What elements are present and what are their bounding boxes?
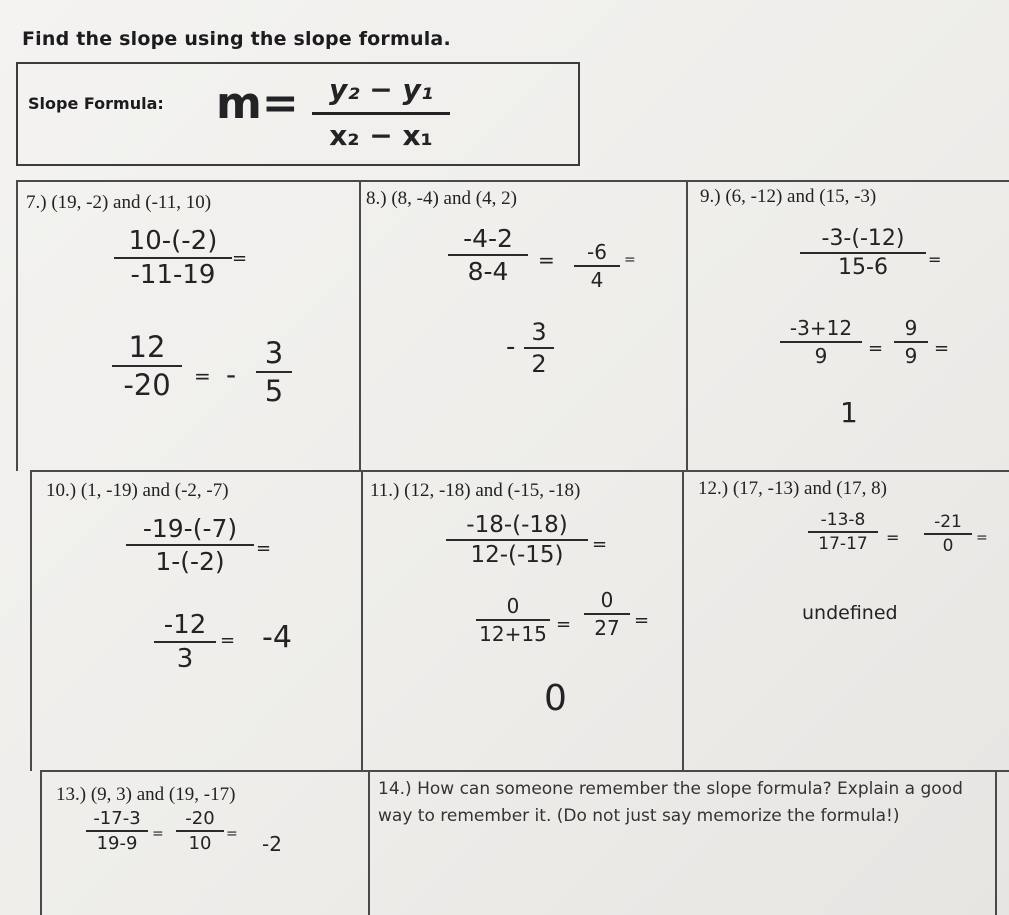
grid-col-divider-1b [361,470,363,771]
problem-9-step3-numerator: 9 [904,316,918,340]
problem-10-step2-equals: = [220,630,236,651]
problem-7-step3-numerator: 3 [264,336,284,370]
problem-8-title: 8.) (8, -4) and (4, 2) [366,188,517,209]
fraction-bar [574,265,620,267]
fraction-bar [800,252,926,254]
problem-11-title: 11.) (12, -18) and (-15, -18) [370,480,581,501]
problem-9-step2-denominator: 9 [814,344,828,368]
problem-12-answer: undefined [802,602,898,624]
problem-10-title: 10.) (1, -19) and (-2, -7) [46,480,229,501]
fraction-bar [476,619,550,621]
problem-9-step1-equals: = [928,250,942,269]
formula-m: m= [216,78,299,129]
problem-13-step1-denominator: 19-9 [96,833,138,854]
problem-11-step1-numerator: -18-(-18) [466,512,568,538]
grid-col-divider-1c [368,770,370,915]
problem-11-step3-equals: = [634,610,650,631]
problem-11-step3-fraction [584,588,630,640]
fraction-bar [808,531,878,533]
slope-formula-box [16,62,580,166]
problem-10-step2-fraction [154,610,216,674]
problem-7-step2-equals: = [194,364,211,388]
fraction-bar [176,830,224,832]
problem-11-step3-denominator: 27 [594,616,620,640]
problem-7-step2-numerator: 12 [128,330,166,364]
problem-13-step2-numerator: -20 [185,808,215,829]
problem-12-step2-denominator: 0 [942,536,954,556]
grid-left-border-top [16,180,18,471]
problem-9-step2-equals: = [868,338,884,359]
problem-10-step2-denominator: 3 [176,644,194,674]
problem-9-step2-fraction [780,316,862,368]
problem-7-step1-denominator: -11-19 [130,260,216,290]
problem-13-step1-numerator: -17-3 [93,808,141,829]
problem-8-step3-denominator: 2 [531,350,547,378]
problem-8-step2-equals: = [624,252,636,268]
problem-12-step2-equals: = [976,530,988,546]
problem-11-step1-fraction [446,512,588,568]
problem-13-step2-fraction [176,808,224,854]
problem-11-step2-equals: = [556,614,572,635]
problem-13-step2-equals: = [226,826,238,842]
problem-12-title: 12.) (17, -13) and (17, 8) [698,478,887,499]
problem-13-title: 13.) (9, 3) and (19, -17) [56,784,236,805]
problem-8-step2-numerator: -6 [587,240,607,264]
fraction-bar [86,830,148,832]
problem-13-step1-equals: = [152,826,164,842]
grid-right-border [995,770,997,915]
fraction-bar [894,341,928,343]
problem-10-step1-numerator: -19-(-7) [142,514,238,543]
formula-fraction [306,70,456,155]
problem-9-step1-numerator: -3-(-12) [821,226,905,251]
fraction-bar [924,533,972,535]
problem-10-step1-denominator: 1-(-2) [155,547,225,576]
problem-12-step1-equals: = [886,528,900,547]
problem-11-answer: 0 [544,678,567,719]
fraction-bar [524,347,554,349]
formula-label: Slope Formula: [28,94,164,113]
grid-row-divider-1 [30,470,1009,472]
problem-12-step2-numerator: -21 [934,512,962,532]
problem-13-step2-denominator: 10 [188,833,212,854]
problem-8-step1-numerator: -4-2 [463,224,513,253]
fraction-bar [126,544,254,546]
problem-7-step2-denominator: -20 [123,368,171,402]
problem-9-step1-fraction [800,226,926,280]
problem-10-step2-numerator: -12 [163,610,207,640]
formula-numerator: y₂ − y₁ [329,73,433,106]
problem-11-step2-denominator: 12+15 [479,622,547,646]
problem-13-step1-fraction [86,808,148,854]
problem-8-step2-denominator: 4 [590,268,604,292]
grid-left-border-bottom [40,770,42,915]
problem-11-step2-fraction [476,594,550,646]
problem-13-answer: -2 [262,832,282,856]
problem-7-step2-fraction [112,330,182,402]
problem-7-step1-numerator: 10-(-2) [128,226,218,256]
fraction-bar [584,613,630,615]
problem-7-step3-denominator: 5 [264,374,284,408]
problem-7-step1-equals: = [232,248,248,269]
worksheet-heading: Find the slope using the slope formula. [22,28,451,50]
problem-8-step2-fraction [574,240,620,292]
fraction-bar [114,257,232,259]
problem-7-step2-sign: - [226,358,237,391]
problem-9-step2-numerator: -3+12 [789,316,853,340]
problem-9-title: 9.) (6, -12) and (15, -3) [700,186,877,207]
grid-col-divider-1a [359,180,361,471]
problem-11-step1-equals: = [592,534,608,555]
problem-9-answer: 1 [840,396,858,429]
problem-11-step1-denominator: 12-(-15) [470,542,564,568]
grid-col-divider-2b [682,470,684,771]
problem-10-step1-fraction [126,514,254,576]
fraction-bar [448,254,528,256]
problem-7-step3-fraction [256,336,292,408]
problem-11-step3-numerator: 0 [600,588,614,612]
problem-14-question: 14.) How can someone remember the slope formula? Explain a good way to remember it. (Do not just say memorize the formula!) [378,779,963,826]
formula-denominator: x₂ − x₁ [329,119,433,152]
grid-left-border-mid [30,470,32,771]
fraction-bar [256,371,292,373]
problem-7-step1-fraction [114,226,232,290]
fraction-bar [154,641,216,643]
fraction-bar [780,341,862,343]
problem-12-step1-fraction [808,510,878,554]
problem-8-step1-fraction [448,224,528,286]
grid-top-border [16,180,1009,182]
problem-7-title: 7.) (19, -2) and (-11, 10) [26,192,212,213]
formula-fraction-bar [312,112,450,115]
problem-8-step3-numerator: 3 [531,318,547,346]
grid-col-divider-2a [686,180,688,471]
problem-12-step2-fraction [924,512,972,556]
fraction-bar [446,539,588,541]
fraction-bar [112,365,182,367]
problem-9-step1-denominator: 15-6 [838,255,888,280]
problem-8-step1-denominator: 8-4 [467,257,509,286]
grid-row-divider-2 [40,770,1009,772]
problem-12-step1-numerator: -13-8 [820,510,866,530]
problem-8-step3-fraction [524,318,554,378]
problem-11-step2-numerator: 0 [506,594,520,618]
problem-9-step3-denominator: 9 [904,344,918,368]
problem-10-answer: -4 [262,620,292,655]
problem-12-step1-denominator: 17-17 [818,534,868,554]
problem-10-step1-equals: = [256,538,272,559]
problem-8-step1-equals: = [538,248,555,272]
problem-9-step3-fraction [894,316,928,368]
problem-9-step3-equals: = [934,338,950,359]
problem-8-step3-sign: - [506,332,516,362]
